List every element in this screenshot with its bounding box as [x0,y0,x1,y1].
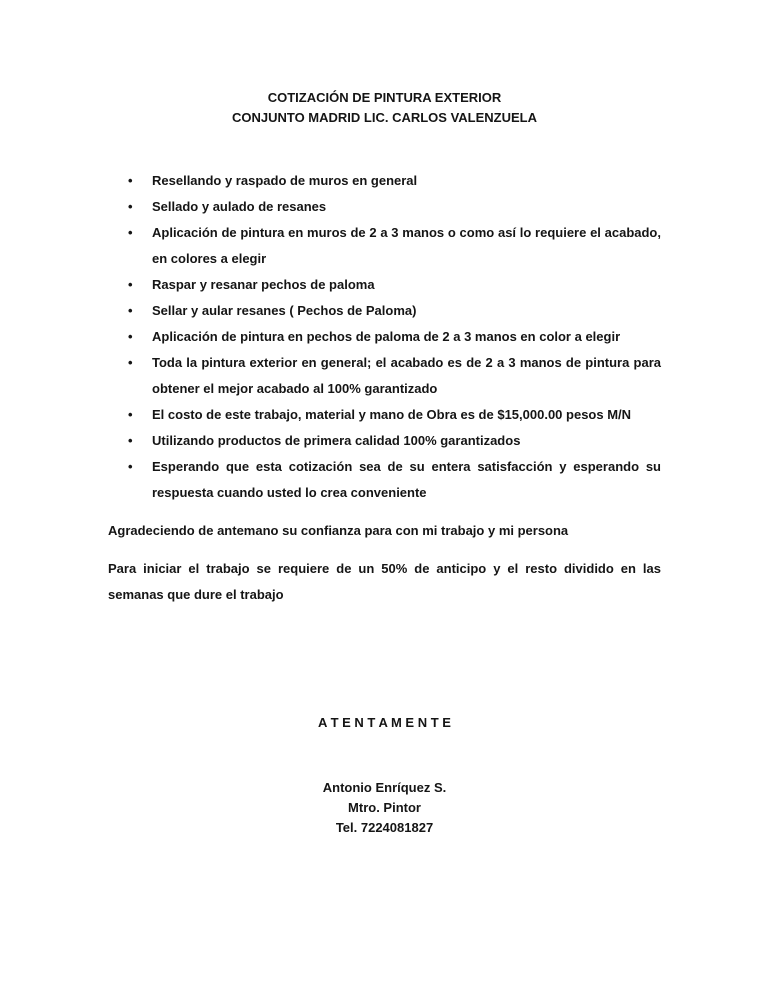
list-item: • El costo de este trabajo, material y mano de Obra es de $15,000.00 pesos M/N [108,402,661,428]
document-title [108,88,661,128]
paragraph-payment-terms: Para iniciar el trabajo se requiere de un 50% de anticipo y el resto dividido en las semanas que dure el trabajo [108,561,661,602]
title-line-2: CONJUNTO MADRID LIC. CARLOS VALENZUELA [231,110,538,125]
paragraph-thanks: Agradeciendo de antemano su confianza para con mi trabajo y mi persona [108,523,569,538]
title-line-1: COTIZACIÓN DE PINTURA EXTERIOR [267,90,502,105]
list-item: • Resellando y raspado de muros en general [108,168,661,194]
signature-name: Antonio Enríquez S. [322,780,447,795]
list-item: • Sellar y aular resanes ( Pechos de Paloma) [108,298,661,324]
bullet-list [108,168,661,506]
list-item: • Aplicación de pintura en pechos de paloma de 2 a 3 manos en color a elegir [108,324,661,350]
list-item: • Sellado y aulado de resanes [108,194,661,220]
list-item: • Aplicación de pintura en muros de 2 a 3 manos o como así lo requiere el acabado, en colores a elegir [108,220,661,272]
list-item: • Raspar y resanar pechos de paloma [108,272,661,298]
signature-block [108,778,661,838]
list-item: • Esperando que esta cotización sea de su entera satisfacción y esperando su respuesta cuando usted lo crea conveniente [108,454,661,506]
list-item: • Utilizando productos de primera calidad 100% garantizados [108,428,661,454]
closing-atentamente: A T E N T A M E N T E [318,715,451,730]
signature-phone: Tel. 7224081827 [335,820,434,835]
signature-title: Mtro. Pintor [348,800,421,815]
list-item: • Toda la pintura exterior en general; el acabado es de 2 a 3 manos de pintura para obtener el mejor acabado al 100% garantizado [108,350,661,402]
